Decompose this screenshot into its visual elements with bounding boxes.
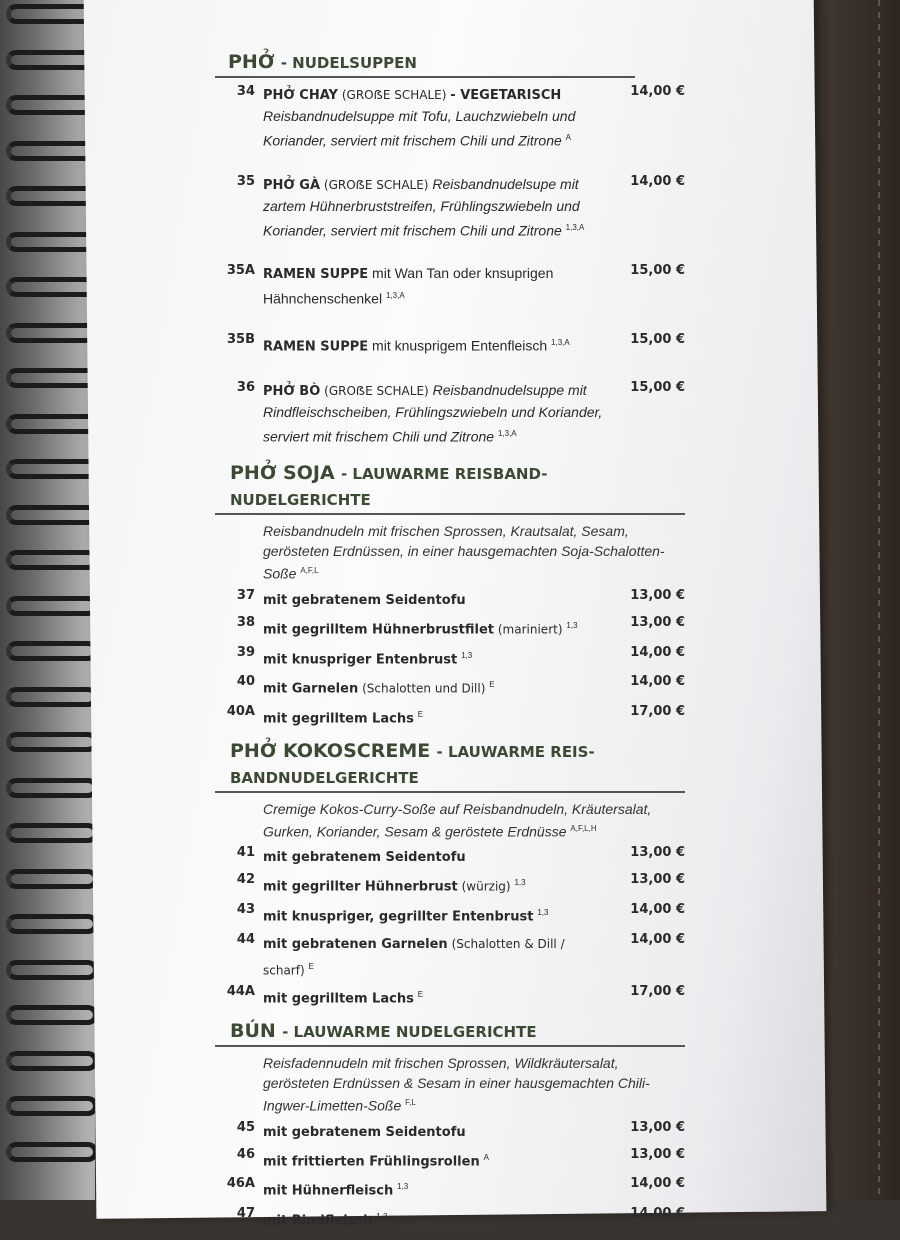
item-number: 43	[236, 901, 255, 917]
item-qualifier: (GROẞE SCHALE)	[341, 88, 447, 102]
item-allergens: E	[308, 961, 314, 971]
section-title: PHỞ KOKOSCREME - LAUWARME REIS-BANDNUDELGERICHTE	[215, 739, 685, 793]
item-name: mit gebratenem Seidentofu	[263, 1124, 466, 1140]
item-allergens: A	[483, 1152, 489, 1162]
item-price: 17,00 €	[630, 984, 685, 1000]
item-allergens: 1,3	[376, 1211, 388, 1221]
item-number: 40A	[226, 703, 255, 719]
binding-coil	[6, 277, 98, 297]
binding-coil	[6, 1005, 98, 1025]
binding-coil	[6, 232, 98, 252]
menu-item	[215, 84, 685, 152]
section-name: BÚN	[230, 1019, 276, 1042]
item-price: 13,00 €	[630, 587, 685, 603]
section-pho	[215, 50, 685, 447]
binding-coil	[6, 459, 98, 479]
item-price: 14,00 €	[630, 901, 685, 917]
item-name: mit gegrillter Hühnerbrust	[263, 879, 458, 895]
item-number: 38	[236, 614, 255, 630]
item-price: 15,00 €	[630, 379, 685, 395]
item-name: mit frittierten Frühlingsrollen	[263, 1154, 480, 1170]
section-description	[263, 799, 685, 842]
item-name: mit knuspriger, gegrillter Entenbrust	[263, 909, 534, 925]
section-title: PHỞ - NUDELSUPPEN	[215, 50, 635, 78]
section-allergens: F,L	[405, 1097, 416, 1107]
binding-coil	[6, 368, 98, 388]
item-qualifier: (Schalotten und Dill)	[362, 681, 486, 696]
section-pho-soja	[215, 461, 685, 730]
item-name: PHỞ CHAY	[263, 88, 338, 103]
item-allergens: 1,3	[566, 620, 578, 630]
section-description-text: Reisfadennudeln mit frischen Sprossen, Wildkräutersalat, gerösteten Erdnüssen & Sesam in einer hausgemachten Chili-Ingwer-Limetten-Soße	[263, 1054, 650, 1114]
item-allergens: 1,3,A	[551, 337, 570, 347]
menu-item	[215, 1120, 685, 1144]
binding-coil	[6, 596, 98, 616]
item-name: PHỞ GÀ	[263, 177, 321, 193]
item-price: 13,00 €	[630, 1119, 685, 1135]
item-number: 44	[236, 931, 255, 947]
item-number: 35B	[227, 331, 255, 347]
item-number: 42	[236, 872, 255, 888]
item-qualifier: (GROẞE SCHALE)	[323, 177, 429, 192]
item-allergens: 1,3	[537, 907, 549, 917]
item-name: PHỞ BÒ	[263, 383, 321, 399]
item-number: 37	[236, 587, 255, 603]
item-number: 44A	[226, 984, 255, 1000]
menu-item	[215, 845, 685, 869]
menu-item	[215, 588, 685, 612]
item-description: Reisbandnudelsuppe mit Rindfleischscheiben, Frühlingszwiebeln und Koriander, serviert mit frischem Chili und Zitrone	[263, 381, 603, 445]
item-number: 46	[236, 1146, 255, 1162]
menu-content	[215, 50, 685, 1240]
binding-coil	[6, 687, 98, 707]
item-price: 14,00 €	[630, 644, 685, 660]
section-subtitle: LAUWARME NUDELGERICHTE	[293, 1022, 537, 1041]
item-number: 34	[236, 84, 255, 99]
menu-item	[215, 1176, 685, 1203]
section-description	[263, 1053, 685, 1116]
menu-item	[215, 645, 685, 672]
item-number: 41	[236, 845, 255, 861]
binding-coil	[6, 823, 98, 843]
item-price: 14,00 €	[630, 84, 685, 99]
menu-item	[215, 174, 685, 242]
binding-coil	[6, 960, 98, 980]
item-name: mit Rindfleisch	[263, 1213, 373, 1229]
item-allergens: A	[565, 133, 572, 142]
item-number: 35	[236, 173, 255, 189]
menu-item	[215, 1147, 685, 1174]
item-number: 40	[236, 674, 255, 690]
menu-item	[215, 615, 685, 642]
item-name: RAMEN SUPPE	[263, 339, 369, 355]
item-name: mit Hühnerfleisch	[263, 1183, 394, 1199]
item-qualifier: (Schalotten & Dill / scharf)	[263, 936, 565, 978]
item-description: Reisbandnudelsupe mit zartem Hühnerbruststreifen, Frühlingszwiebeln und Koriander, serviert mit frischem Chili und Zitrone	[263, 175, 580, 239]
menu-item	[215, 902, 685, 929]
binding-coil	[6, 1142, 98, 1162]
item-name: mit knuspriger Entenbrust	[263, 652, 458, 668]
item-price: 13,00 €	[630, 614, 685, 630]
item-allergens: 1,3,A	[385, 291, 405, 301]
item-price: 14,00 €	[630, 1205, 685, 1221]
item-allergens: 1,3,A	[497, 428, 517, 438]
item-number: 47	[236, 1205, 255, 1221]
section-name: PHỞ	[228, 51, 275, 73]
item-allergens: 1,3,A	[565, 222, 585, 232]
menu-item	[215, 704, 685, 731]
section-name: PHỞ KOKOSCREME	[230, 739, 431, 762]
section-title: BÚN - LAUWARME NUDELGERICHTE	[215, 1019, 685, 1047]
menu-item	[215, 263, 685, 310]
section-description-text: Cremige Kokos-Curry-Soße auf Reisbandnudeln, Kräutersalat, Gurken, Koriander, Sesam & geröstete Erdnüsse	[263, 800, 652, 840]
section-title: PHỞ SOJA - LAUWARME REISBAND-NUDELGERICHTE	[215, 461, 685, 515]
item-number: 36	[236, 379, 255, 395]
menu-item	[215, 984, 685, 1011]
item-number: 39	[236, 644, 255, 660]
item-price: 13,00 €	[630, 1146, 685, 1162]
binding-coil	[6, 778, 98, 798]
item-number: 35A	[226, 263, 255, 279]
section-description	[263, 521, 685, 584]
binding-coil	[6, 869, 98, 889]
item-allergens: 1,3	[461, 650, 473, 660]
item-description: mit Wan Tan oder knsuprigen Hähnchenschenkel	[263, 265, 554, 307]
item-tag: - VEGETARISCH	[450, 88, 562, 103]
section-allergens: A,F,L	[300, 566, 319, 576]
item-number: 46A	[226, 1176, 255, 1192]
section-subtitle: NUDELSUPPEN	[292, 54, 417, 72]
item-name: RAMEN SUPPE	[263, 267, 369, 283]
binding-coil	[6, 732, 98, 752]
menu-item	[215, 932, 685, 982]
menu-item	[215, 332, 685, 358]
binding-coil	[6, 414, 98, 434]
item-name: mit Garnelen	[263, 681, 359, 697]
binding-coil	[6, 1096, 98, 1116]
spiral-binding	[0, 0, 95, 1200]
binding-coil	[6, 641, 98, 661]
section-pho-kokoscreme	[215, 739, 685, 1011]
section-allergens: A,F,L,H	[570, 823, 597, 833]
item-name: mit gebratenem Seidentofu	[263, 592, 466, 608]
binding-coil	[6, 186, 98, 206]
section-bun	[215, 1019, 685, 1233]
item-qualifier: (mariniert)	[497, 622, 563, 637]
binding-coil	[6, 505, 98, 525]
section-name: PHỞ SOJA	[230, 462, 335, 485]
item-price: 15,00 €	[630, 331, 685, 347]
item-description: mit knusprigem Entenfleisch	[372, 337, 548, 354]
item-name: mit gegrilltem Hühnerbrustfilet	[263, 622, 494, 638]
section-subtitle: LAUWARME REIS-BANDNUDELGERICHTE	[230, 742, 595, 787]
item-name: mit gebratenem Seidentofu	[263, 850, 466, 866]
item-price: 14,00 €	[630, 674, 685, 690]
binding-coil	[6, 1051, 98, 1071]
section-description-text: Reisbandnudeln mit frischen Sprossen, Krautsalat, Sesam, gerösteten Erdnüssen, in einer hausgemachten Soja-Schalotten-Soße	[263, 523, 665, 582]
item-allergens: E	[489, 680, 495, 690]
item-qualifier: (GROẞE SCHALE)	[324, 383, 429, 398]
item-price: 13,00 €	[630, 872, 685, 888]
binding-coil	[6, 914, 98, 934]
item-name: mit gegrilltem Lachs	[263, 991, 414, 1007]
item-price: 14,00 €	[630, 1176, 685, 1192]
item-price: 14,00 €	[630, 931, 685, 947]
menu-item	[215, 380, 685, 448]
item-allergens: E	[417, 709, 424, 719]
binding-coil	[6, 323, 98, 343]
item-allergens: 1,3	[514, 878, 526, 888]
menu-item	[215, 1206, 685, 1233]
item-price: 17,00 €	[630, 703, 685, 719]
item-name: mit gebratenen Garnelen	[263, 936, 448, 952]
item-description: Reisbandnudelsuppe mit Tofu, Lauchzwiebeln und Koriander, serviert mit frischem Chili und Zitrone	[263, 108, 576, 149]
item-number: 45	[236, 1119, 255, 1135]
item-qualifier: (würzig)	[461, 879, 511, 894]
item-price: 14,00 €	[630, 173, 685, 189]
item-allergens: E	[417, 990, 424, 1000]
menu-item	[215, 674, 685, 701]
section-subtitle: LAUWARME REISBAND-NUDELGERICHTE	[230, 465, 548, 510]
item-price: 15,00 €	[630, 263, 685, 279]
item-name: mit gegrilltem Lachs	[263, 711, 414, 727]
item-allergens: 1,3	[397, 1182, 409, 1192]
menu-item	[215, 872, 685, 899]
binding-coil	[6, 550, 98, 570]
item-price: 13,00 €	[630, 845, 685, 861]
